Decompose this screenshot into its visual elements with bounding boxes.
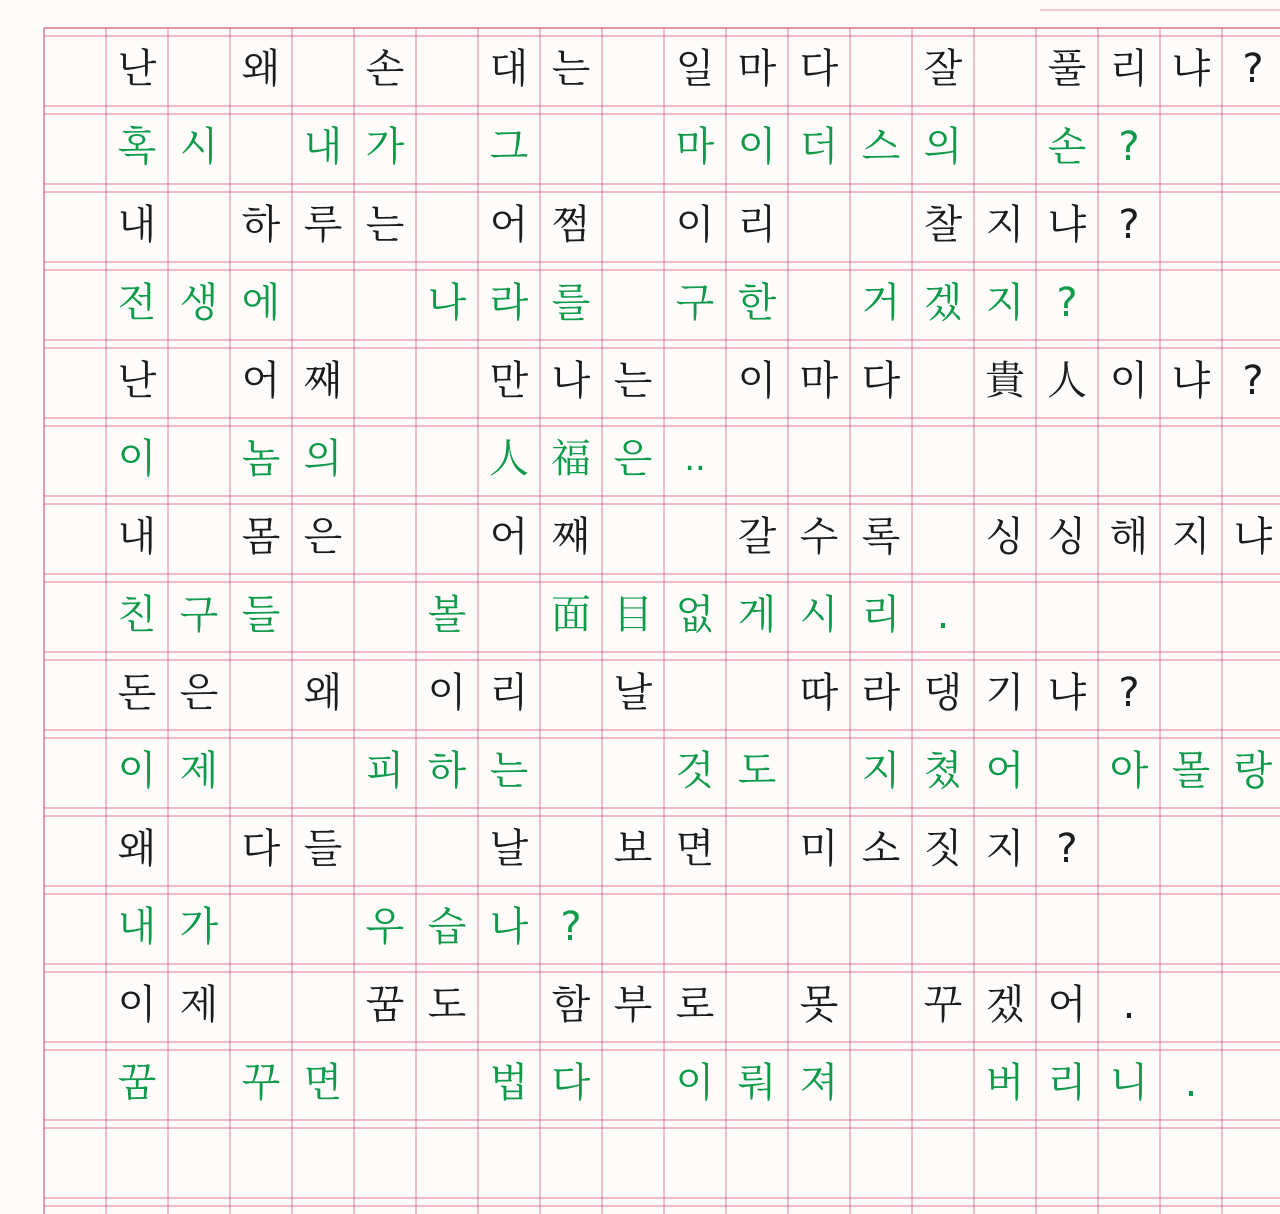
manuscript-char: 게: [737, 592, 777, 638]
manuscript-char: 내: [117, 514, 157, 560]
manuscript-char: 人: [489, 436, 529, 482]
manuscript-char: 냐: [1171, 46, 1211, 92]
manuscript-char: 아: [1109, 748, 1149, 794]
manuscript-char: 한: [737, 280, 777, 326]
manuscript-char: 나: [489, 904, 529, 950]
manuscript-char: [1222, 576, 1280, 654]
manuscript-char: 는: [613, 358, 653, 404]
manuscript-char: 것: [675, 748, 715, 794]
manuscript-char: 의: [303, 436, 343, 482]
manuscript-char: [912, 1044, 974, 1122]
manuscript-char: 는: [551, 46, 591, 92]
manuscript-char: 제: [179, 982, 219, 1028]
manuscript-char: [292, 30, 354, 108]
manuscript-char: [788, 888, 850, 966]
manuscript-char: [1222, 186, 1280, 264]
manuscript-line: [0, 36, 1280, 114]
manuscript-char: [664, 888, 726, 966]
manuscript-char: [540, 654, 602, 732]
manuscript-char: 날: [613, 670, 653, 716]
manuscript-char: 지: [985, 202, 1025, 248]
manuscript-char: [1222, 888, 1280, 966]
manuscript-char: [974, 420, 1036, 498]
manuscript-char: 面: [551, 592, 591, 638]
manuscript-char: [354, 654, 416, 732]
manuscript-char: [602, 108, 664, 186]
manuscript-char: 어: [1047, 982, 1087, 1028]
manuscript-char: 왜: [303, 670, 343, 716]
manuscript-char: 소: [861, 826, 901, 872]
manuscript-line: [0, 972, 1280, 1050]
manuscript-char: [912, 888, 974, 966]
manuscript-char: 리: [489, 670, 529, 716]
manuscript-char: [1036, 576, 1098, 654]
manuscript-char: 들: [241, 592, 281, 638]
manuscript-char: 이: [1109, 358, 1149, 404]
manuscript-char: 에: [241, 280, 281, 326]
manuscript-char: ?: [1242, 358, 1264, 404]
manuscript-char: 만: [489, 358, 529, 404]
manuscript-char: ?: [1118, 202, 1140, 248]
manuscript-char: 어: [489, 202, 529, 248]
manuscript-char: [1160, 888, 1222, 966]
manuscript-char: [292, 966, 354, 1044]
manuscript-char: 랑: [1233, 748, 1273, 794]
manuscript-char: 친: [117, 592, 157, 638]
manuscript-char: 내: [303, 124, 343, 170]
manuscript-char: ?: [560, 904, 582, 950]
manuscript-char: [416, 1044, 478, 1122]
manuscript-char: [478, 966, 540, 1044]
manuscript-char: [1160, 264, 1222, 342]
manuscript-char: 스: [861, 124, 901, 170]
manuscript-line: [0, 894, 1280, 972]
manuscript-char: 다: [861, 358, 901, 404]
manuscript-char: ?: [1056, 826, 1078, 872]
manuscript-char: 못: [799, 982, 839, 1028]
manuscript-char: 습: [427, 904, 467, 950]
manuscript-char: [912, 342, 974, 420]
manuscript-char: 貴: [985, 358, 1025, 404]
manuscript-char: [974, 108, 1036, 186]
manuscript-char: 전: [117, 280, 157, 326]
manuscript-char: [168, 30, 230, 108]
manuscript-char: 이: [117, 982, 157, 1028]
manuscript-char: [416, 108, 478, 186]
manuscript-char: 구: [675, 280, 715, 326]
manuscript-char: 왜: [241, 46, 281, 92]
manuscript-char: [788, 264, 850, 342]
manuscript-char: 뤄: [737, 1060, 777, 1106]
manuscript-char: 해: [1109, 514, 1149, 560]
manuscript-char: 이: [117, 436, 157, 482]
manuscript-line: [0, 816, 1280, 894]
manuscript-char: 제: [179, 748, 219, 794]
manuscript-char: 지: [985, 826, 1025, 872]
manuscript-char: [1098, 576, 1160, 654]
manuscript-char: [230, 108, 292, 186]
manuscript-char: 나: [551, 358, 591, 404]
manuscript-char: [168, 420, 230, 498]
manuscript-char: [540, 732, 602, 810]
manuscript-char: 꿈: [117, 1060, 157, 1106]
manuscript-char: 놈: [241, 436, 281, 482]
manuscript-char: [1160, 108, 1222, 186]
manuscript-char: 니: [1109, 1060, 1149, 1106]
manuscript-char: [416, 420, 478, 498]
manuscript-char: [726, 966, 788, 1044]
manuscript-char: [602, 264, 664, 342]
manuscript-char: [1036, 732, 1098, 810]
manuscript-char: 내: [117, 904, 157, 950]
manuscript-char: 기: [985, 670, 1025, 716]
manuscript-char: [354, 1044, 416, 1122]
manuscript-char: 몸: [241, 514, 281, 560]
manuscript-char: [1036, 420, 1098, 498]
manuscript-char: 냐: [1047, 670, 1087, 716]
manuscript-line: [0, 270, 1280, 348]
manuscript-char: 없: [675, 592, 715, 638]
manuscript-char: [1160, 654, 1222, 732]
manuscript-char: 우: [365, 904, 405, 950]
manuscript-char: 난: [117, 358, 157, 404]
manuscript-char: 지: [985, 280, 1025, 326]
manuscript-char: [912, 498, 974, 576]
manuscript-char: 쨰: [303, 358, 343, 404]
manuscript-char: [602, 732, 664, 810]
manuscript-char: 마: [799, 358, 839, 404]
manuscript-char: [1160, 966, 1222, 1044]
manuscript-char: [1222, 420, 1280, 498]
manuscript-char: [1098, 810, 1160, 888]
manuscript-char: 풀: [1047, 46, 1087, 92]
manuscript-char: 피: [365, 748, 405, 794]
manuscript-char: 다: [799, 46, 839, 92]
manuscript-char: 는: [365, 202, 405, 248]
manuscript-char: 마: [737, 46, 777, 92]
manuscript-char: 라: [489, 280, 529, 326]
manuscript-char: 짓: [923, 826, 963, 872]
manuscript-char: [974, 30, 1036, 108]
manuscript-char: 라: [861, 670, 901, 716]
manuscript-char: 쨰: [551, 514, 591, 560]
manuscript-char: [168, 1044, 230, 1122]
manuscript-char: [292, 576, 354, 654]
manuscript-char: [1160, 576, 1222, 654]
manuscript-char: [788, 420, 850, 498]
manuscript-char: [168, 342, 230, 420]
manuscript-char: 도: [427, 982, 467, 1028]
manuscript-char: 찰: [923, 202, 963, 248]
manuscript-char: 싱: [1047, 514, 1087, 560]
manuscript-char: [1222, 654, 1280, 732]
manuscript-char: 갈: [737, 514, 777, 560]
manuscript-char: ?: [1242, 46, 1264, 92]
manuscript-char: 면: [675, 826, 715, 872]
manuscript-char: [1098, 420, 1160, 498]
manuscript-char: [354, 264, 416, 342]
manuscript-char: 이: [675, 1060, 715, 1106]
manuscript-char: 버: [985, 1060, 1025, 1106]
manuscript-char: 면: [303, 1060, 343, 1106]
manuscript-char: 져: [799, 1060, 839, 1106]
manuscript-char: 루: [303, 202, 343, 248]
manuscript-line: [0, 504, 1280, 582]
manuscript-char: 법: [489, 1060, 529, 1106]
manuscript-char: 겠: [923, 280, 963, 326]
manuscript-char: 지: [1171, 514, 1211, 560]
manuscript-char: 어: [489, 514, 529, 560]
manuscript-char: [292, 264, 354, 342]
manuscript-char: 의: [923, 124, 963, 170]
manuscript-char: [230, 888, 292, 966]
manuscript-char: [850, 888, 912, 966]
manuscript-char: 福: [551, 436, 591, 482]
manuscript-char: [850, 186, 912, 264]
manuscript-char: 가: [179, 904, 219, 950]
manuscript-char: 그: [489, 124, 529, 170]
manuscript-char: 꿈: [365, 982, 405, 1028]
manuscript-char: 내: [117, 202, 157, 248]
manuscript-char: 들: [303, 826, 343, 872]
manuscript-char: 냐: [1171, 358, 1211, 404]
manuscript-char: 더: [799, 124, 839, 170]
manuscript-char: ?: [1118, 124, 1140, 170]
manuscript-char: 쩜: [551, 202, 591, 248]
manuscript-char: [354, 576, 416, 654]
manuscript-char: [1222, 966, 1280, 1044]
manuscript-char: [354, 420, 416, 498]
manuscript-char: [602, 30, 664, 108]
manuscript-char: [354, 498, 416, 576]
manuscript-char: 손: [1047, 124, 1087, 170]
manuscript-char: 생: [179, 280, 219, 326]
manuscript-char: 잘: [923, 46, 963, 92]
manuscript-char: 냐: [1047, 202, 1087, 248]
manuscript-char: ..: [684, 439, 706, 479]
manuscript-char: [602, 888, 664, 966]
manuscript-char: [168, 810, 230, 888]
manuscript-char: 겠: [985, 982, 1025, 1028]
manuscript-char: [1036, 888, 1098, 966]
manuscript-char: 가: [365, 124, 405, 170]
manuscript-char: 따: [799, 670, 839, 716]
manuscript-char: 이: [675, 202, 715, 248]
manuscript-char: 몰: [1171, 748, 1211, 794]
manuscript-line: [0, 1050, 1280, 1128]
manuscript-char: 지: [861, 748, 901, 794]
manuscript-line: [0, 348, 1280, 426]
manuscript-char: 은: [303, 514, 343, 560]
manuscript-char: .: [936, 592, 950, 638]
manuscript-char: [1098, 888, 1160, 966]
manuscript-char: [850, 30, 912, 108]
manuscript-char: 하: [427, 748, 467, 794]
manuscript-char: 다: [241, 826, 281, 872]
manuscript-char: [602, 498, 664, 576]
manuscript-char: 손: [365, 46, 405, 92]
manuscript-char: 왜: [117, 826, 157, 872]
manuscript-char: [416, 342, 478, 420]
manuscript-char: 마: [675, 124, 715, 170]
manuscript-char: [292, 732, 354, 810]
manuscript-char: 리: [1047, 1060, 1087, 1106]
manuscript-char: [230, 732, 292, 810]
manuscript-char: [1160, 186, 1222, 264]
manuscript-char: [540, 108, 602, 186]
manuscript-char: 구: [179, 592, 219, 638]
manuscript-char: [230, 966, 292, 1044]
manuscript-char: 함: [551, 982, 591, 1028]
manuscript-char: 도: [737, 748, 777, 794]
manuscript-char: [416, 810, 478, 888]
manuscript-char: 일: [675, 46, 715, 92]
manuscript-char: .: [1122, 982, 1136, 1028]
manuscript-char: [1222, 810, 1280, 888]
manuscript-char: [416, 498, 478, 576]
manuscript-char: 이: [427, 670, 467, 716]
manuscript-char: 를: [551, 280, 591, 326]
manuscript-char: [354, 810, 416, 888]
manuscript-char: [1098, 264, 1160, 342]
manuscript-char: [168, 498, 230, 576]
manuscript-char: [664, 654, 726, 732]
manuscript-char: ?: [1056, 280, 1078, 326]
manuscript-char: [354, 342, 416, 420]
manuscript-char: [726, 420, 788, 498]
manuscript-char: 리: [737, 202, 777, 248]
manuscript-char: 리: [1109, 46, 1149, 92]
manuscript-char: [912, 420, 974, 498]
manuscript-char: [602, 1044, 664, 1122]
manuscript-char: 은: [613, 436, 653, 482]
manuscript-char: 미: [799, 826, 839, 872]
manuscript-char: [726, 810, 788, 888]
manuscript-char: [416, 186, 478, 264]
manuscript-char: 냐: [1233, 514, 1273, 560]
manuscript-line: [0, 582, 1280, 660]
manuscript-char: 로: [675, 982, 715, 1028]
manuscript-char: 날: [489, 826, 529, 872]
manuscript-char: [168, 186, 230, 264]
manuscript-char: .: [1184, 1060, 1198, 1106]
manuscript-char: 혹: [117, 124, 157, 170]
manuscript-char: 쳤: [923, 748, 963, 794]
manuscript-line: [0, 192, 1280, 270]
manuscript-char: [230, 654, 292, 732]
manuscript-char: 이: [737, 124, 777, 170]
manuscript-line: [0, 426, 1280, 504]
manuscript-char: 는: [489, 748, 529, 794]
manuscript-char: 꾸: [241, 1060, 281, 1106]
manuscript-char: 꾸: [923, 982, 963, 1028]
manuscript-char: 록: [861, 514, 901, 560]
manuscript-char: 이: [737, 358, 777, 404]
manuscript-char: [1160, 420, 1222, 498]
manuscript-char: 은: [179, 670, 219, 716]
manuscript-char: [416, 30, 478, 108]
manuscript-char: [726, 654, 788, 732]
manuscript-char: ?: [1118, 670, 1140, 716]
manuscript-char: 하: [241, 202, 281, 248]
manuscript-char: 어: [985, 748, 1025, 794]
manuscript-char: 시: [179, 124, 219, 170]
manuscript-char: 대: [489, 46, 529, 92]
manuscript-char: 이: [117, 748, 157, 794]
manuscript-char: [1222, 1044, 1280, 1122]
manuscript-char: 댕: [923, 670, 963, 716]
manuscript-char: [478, 576, 540, 654]
manuscript-char: [602, 186, 664, 264]
manuscript-line: [0, 738, 1280, 816]
manuscript-char: [292, 888, 354, 966]
manuscript-char: [540, 810, 602, 888]
manuscript-char: 나: [427, 280, 467, 326]
manuscript-char: [974, 888, 1036, 966]
manuscript-char: 目: [613, 592, 653, 638]
manuscript-char: 난: [117, 46, 157, 92]
manuscript-char: [664, 498, 726, 576]
manuscript-char: 어: [241, 358, 281, 404]
manuscript-char: 人: [1047, 358, 1087, 404]
manuscript-char: [974, 576, 1036, 654]
manuscript-char: 보: [613, 826, 653, 872]
manuscript-char: 수: [799, 514, 839, 560]
manuscript-char: 부: [613, 982, 653, 1028]
manuscript-line: [0, 660, 1280, 738]
manuscript-char: [1160, 810, 1222, 888]
manuscript-char: [850, 1044, 912, 1122]
manuscript-char: [788, 732, 850, 810]
manuscript-char: 거: [861, 280, 901, 326]
manuscript-char: 다: [551, 1060, 591, 1106]
manuscript-char: [664, 342, 726, 420]
manuscript-char: [1222, 108, 1280, 186]
manuscript-char: 리: [861, 592, 901, 638]
manuscript-char: 볼: [427, 592, 467, 638]
manuscript-char: 시: [799, 592, 839, 638]
manuscript-line: [0, 114, 1280, 192]
manuscript-char: [726, 888, 788, 966]
manuscript-char: [850, 420, 912, 498]
manuscript-char: 돈: [117, 670, 157, 716]
manuscript-char: [1222, 264, 1280, 342]
manuscript-char: 싱: [985, 514, 1025, 560]
manuscript-char: [788, 186, 850, 264]
manuscript-char: [850, 966, 912, 1044]
